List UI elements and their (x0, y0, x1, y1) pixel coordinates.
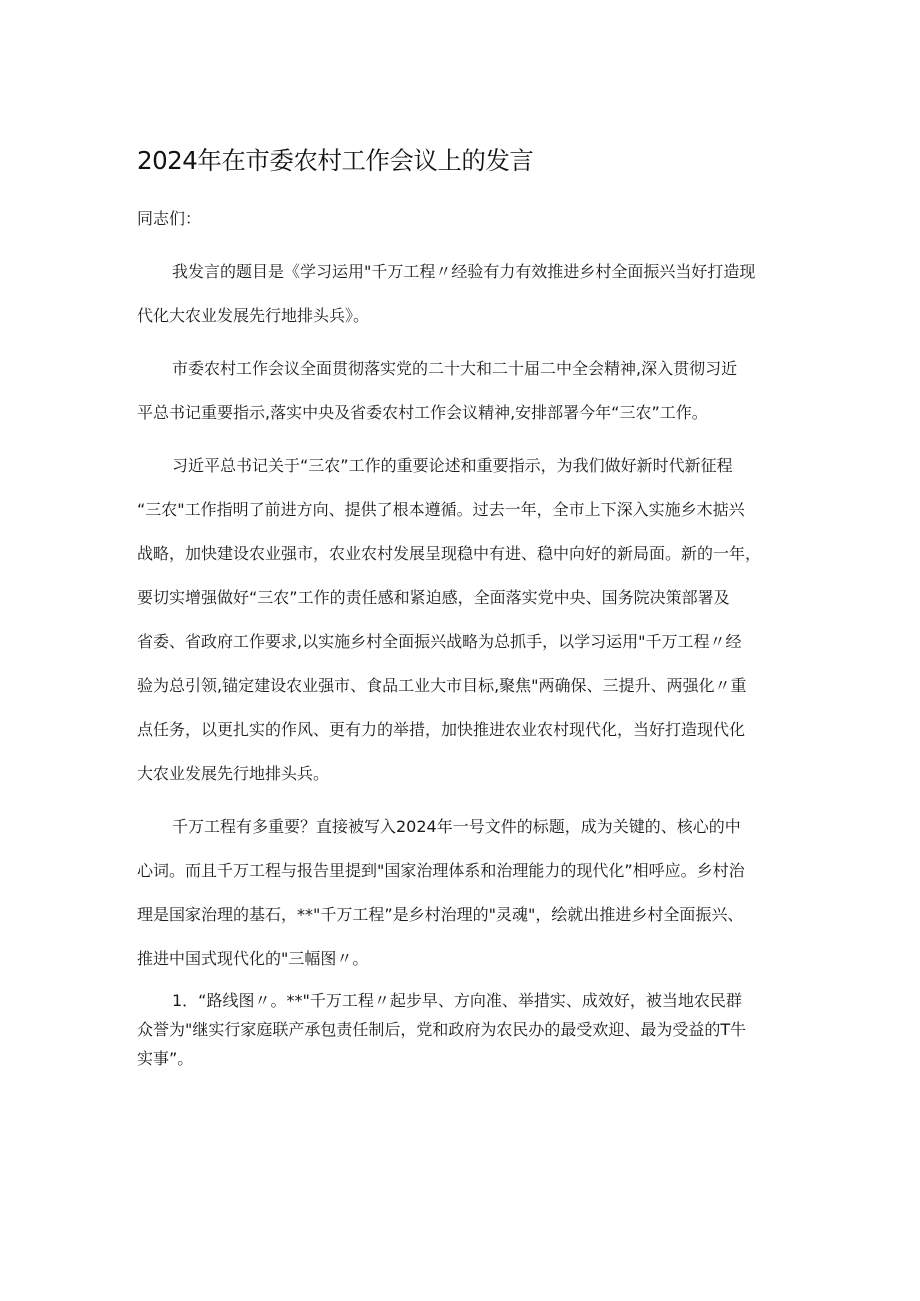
paragraph-line: 1．“路线图〃。**"千万工程〃起步早、方向准、举措实、成效好，被当地农民群 (172, 991, 742, 1010)
paragraph-line: 实事”。 (137, 1049, 194, 1068)
paragraph-line: 众誉为"继实行家庭联产承包责任制后，党和政府为农民办的最受欢迎、最为受益的T牛 (137, 1020, 747, 1039)
paragraph-line: 市委农村工作会议全面贯彻落实党的二十大和二十届二中全会精神,深入贯彻习近 (172, 359, 738, 378)
paragraph-line: 验为总引领,锚定建设农业强市、食品工业大市目标,聚焦"两确保、三提升、两强化〃重 (137, 676, 747, 695)
paragraph-line: 推进中国式现代化的"三幅图〃。 (137, 949, 369, 968)
paragraph-line: 平总书记重要指示,落实中央及省委农村工作会议精神,安排部署今年“三农”工作。 (137, 403, 708, 422)
paragraph-line: 省委、省政府工作要求,以实施乡村全面振兴战略为总抓手，以学习运用"千万工程〃经 (137, 632, 742, 651)
paragraph-line: 我发言的题目是《学习运用"千万工程〃经验有力有效推进乡村全面振兴当好打造现 (172, 262, 756, 281)
paragraph-line: 要切实增强做好“三农”工作的责任感和紧迫感，全面落实党中央、国务院决策部署及 (137, 588, 730, 607)
paragraph-line: 心词。而且千万工程与报告里提到"国家治理体系和治理能力的现代化”相呼应。乡村治 (137, 861, 745, 880)
paragraph-line: 战略，加快建设农业强市，农业农村发展呈现稳中有进、稳中向好的新局面。新的一年， (137, 544, 762, 563)
paragraph-line: 点任务，以更扎实的作风、更有力的举措，加快推进农业农村现代化，当好打造现代化 (137, 720, 746, 739)
paragraph-line: 千万工程有多重要？直接被写入2024年一号文件的标题，成为关键的、核心的中 (172, 817, 741, 836)
paragraph-line: 理是国家治理的基石，**"千万工程”是乡村治理的"灵魂"，绘就出推进乡村全面振兴、 (137, 905, 744, 924)
paragraph-line: “三农"工作指明了前进方向、提供了根本遵循。过去一年，全市上下深入实施乡木掂兴 (137, 500, 745, 519)
paragraph-line: 大农业发展先行地排头兵。 (137, 764, 330, 783)
document-title: 2024年在市委农村工作会议上的发言 (137, 146, 534, 175)
paragraph-line: 代化大农业发展先行地排头兵》。 (137, 306, 370, 325)
salutation: 同志们： (137, 209, 202, 228)
paragraph-line: 习近平总书记关于“三农”工作的重要论述和重要指示，为我们做好新时代新征程 (172, 456, 733, 475)
